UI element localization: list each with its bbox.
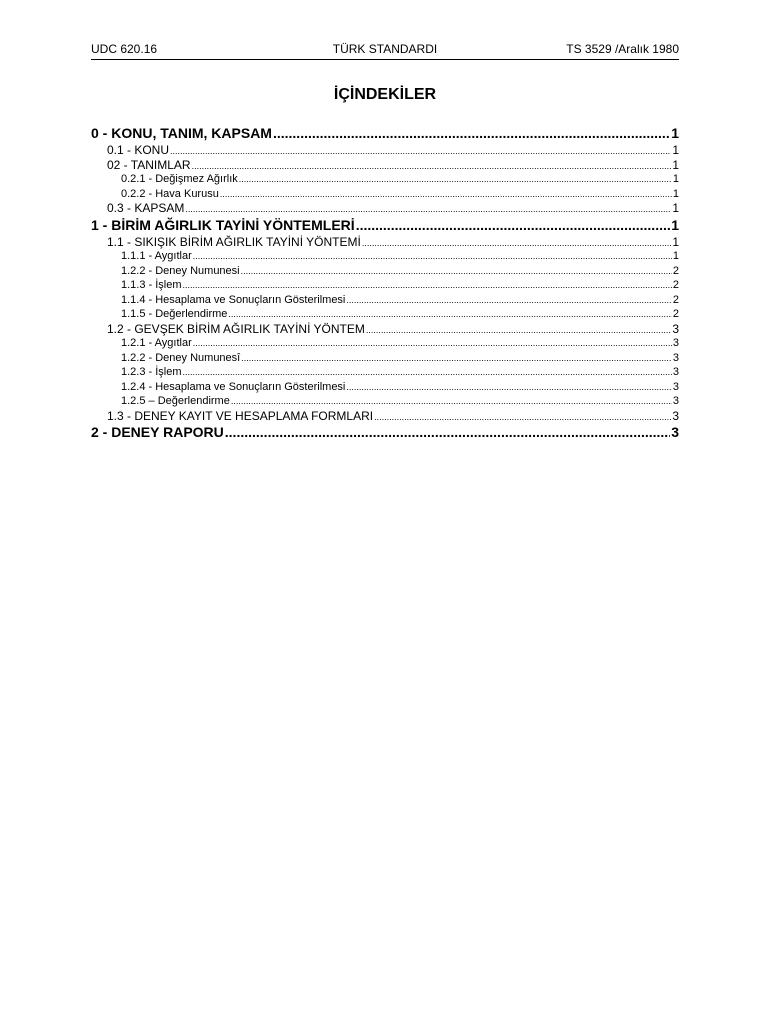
dot-leader (193, 336, 672, 351)
toc-entry-label: 1.2.5 – Değerlendirme (121, 395, 230, 407)
page-header (91, 41, 679, 60)
toc-entry[interactable] (91, 351, 679, 366)
toc-entry[interactable] (91, 201, 679, 216)
toc-entry-page-number: 1 (672, 234, 679, 249)
toc-entry-page-number: 1 (672, 187, 679, 200)
toc-entry-page-number: 1 (672, 143, 679, 157)
dot-leader (170, 144, 671, 158)
toc-entry-label: 1.1.4 - Hesaplama ve Sonuçların Gösterilmesi (121, 293, 346, 306)
toc-entry-page-number: 3 (672, 351, 679, 364)
toc-entry-page-number: 2 (672, 293, 679, 306)
page-title: İÇİNDEKİLER (333, 86, 437, 103)
toc-entry[interactable] (91, 249, 679, 264)
toc-entry-page-number: 3 (672, 395, 679, 407)
toc-entry-label: 0 - KONU, TANIM, KAPSAM (91, 125, 272, 141)
toc-entry-label: 1.3 - DENEY KAYIT VE HESAPLAMA FORMLARI (107, 408, 374, 423)
toc-entry[interactable] (91, 172, 679, 187)
toc-entry[interactable] (91, 124, 679, 143)
dot-leader (183, 365, 672, 380)
table-of-contents (91, 124, 679, 442)
toc-entry[interactable] (91, 216, 679, 235)
toc-entry[interactable] (91, 394, 679, 409)
dot-leader (346, 380, 671, 395)
dot-leader (225, 423, 670, 442)
toc-entry[interactable] (91, 380, 679, 395)
toc-entry-page-number: 3 (672, 337, 679, 349)
dot-leader (362, 236, 671, 250)
toc-entry[interactable] (91, 293, 679, 308)
toc-entry-label: 0.2.2 - Hava Kurusu (121, 187, 219, 200)
dot-leader (185, 202, 671, 216)
toc-entry-page-number: 2 (672, 308, 679, 320)
dot-leader (231, 394, 672, 409)
standard-org: TÜRK STANDARDI (332, 42, 438, 56)
dot-leader (239, 172, 672, 187)
toc-entry-page-number: 3 (672, 321, 679, 336)
toc-entry-page-number: 1 (671, 216, 679, 233)
toc-entry[interactable] (91, 235, 679, 250)
dot-leader (346, 293, 671, 308)
toc-entry-label: 1.2.3 - İşlem (121, 366, 182, 378)
toc-entry-label: 0.3 - KAPSAM (107, 201, 185, 215)
toc-entry-label: 1.2.2 - Deney Numunesî (121, 351, 241, 364)
toc-entry-label: 1.2 - GEVŞEK BİRİM AĞIRLIK TAYİNİ YÖNTEM (107, 321, 365, 336)
dot-leader (220, 187, 672, 202)
toc-entry-page-number: 2 (672, 279, 679, 291)
dot-leader (366, 323, 671, 337)
standard-number-date: TS 3529 /Aralık 1980 (566, 42, 679, 56)
toc-entry-label: 1.1.3 - İşlem (121, 279, 182, 291)
toc-entry-page-number: 2 (672, 264, 679, 277)
dot-leader (193, 249, 672, 264)
toc-entry[interactable] (91, 264, 679, 279)
toc-entry[interactable] (91, 423, 679, 442)
toc-entry[interactable] (91, 158, 679, 173)
toc-entry[interactable] (91, 322, 679, 337)
toc-entry-page-number: 1 (672, 250, 679, 262)
toc-entry-page-number: 1 (672, 201, 679, 215)
udc-code: UDC 620.16 (91, 42, 158, 56)
dot-leader (183, 278, 672, 293)
dot-leader (356, 216, 671, 235)
toc-entry-page-number: 3 (672, 408, 679, 423)
dot-leader (374, 410, 671, 424)
toc-entry-page-number: 1 (671, 125, 679, 141)
toc-entry-page-number: 1 (672, 173, 679, 185)
toc-entry-label: 1.1.5 - Değerlendirme (121, 308, 228, 320)
toc-entry-page-number: 3 (672, 380, 679, 393)
toc-entry-label: 1.2.2 - Deney Numunesi (121, 264, 240, 277)
dot-leader (241, 351, 672, 366)
toc-entry[interactable] (91, 307, 679, 322)
toc-entry-label: 0.1 - KONU (107, 143, 170, 157)
toc-entry[interactable] (91, 187, 679, 202)
toc-entry-label: 0.2.1 - Değişmez Ağırlık (121, 173, 238, 185)
toc-entry[interactable] (91, 143, 679, 158)
toc-entry-label: 1.2.1 - Aygıtlar (121, 337, 192, 349)
toc-entry-label: 1.1.1 - Aygıtlar (121, 250, 192, 262)
toc-entry-label: 1.1 - SIKIŞIK BİRİM AĞIRLIK TAYİNİ YÖNTEMİ (107, 234, 361, 249)
toc-entry-page-number: 1 (672, 157, 679, 172)
dot-leader (273, 124, 670, 143)
toc-entry-page-number: 3 (671, 424, 679, 440)
toc-entry-label: 2 - DENEY RAPORU (91, 424, 224, 440)
dot-leader (192, 159, 672, 173)
toc-entry[interactable] (91, 409, 679, 424)
toc-entry-label: 02 - TANIMLAR (107, 157, 191, 172)
toc-entry[interactable] (91, 365, 679, 380)
dot-leader (228, 307, 671, 322)
toc-entry-label: 1.2.4 - Hesaplama ve Sonuçların Gösterilmesi (121, 380, 346, 393)
toc-entry-page-number: 3 (672, 366, 679, 378)
dot-leader (241, 264, 672, 279)
toc-entry-label: 1 - BİRİM AĞIRLIK TAYİNİ YÖNTEMLERİ (91, 216, 355, 233)
toc-entry[interactable] (91, 336, 679, 351)
toc-entry[interactable] (91, 278, 679, 293)
